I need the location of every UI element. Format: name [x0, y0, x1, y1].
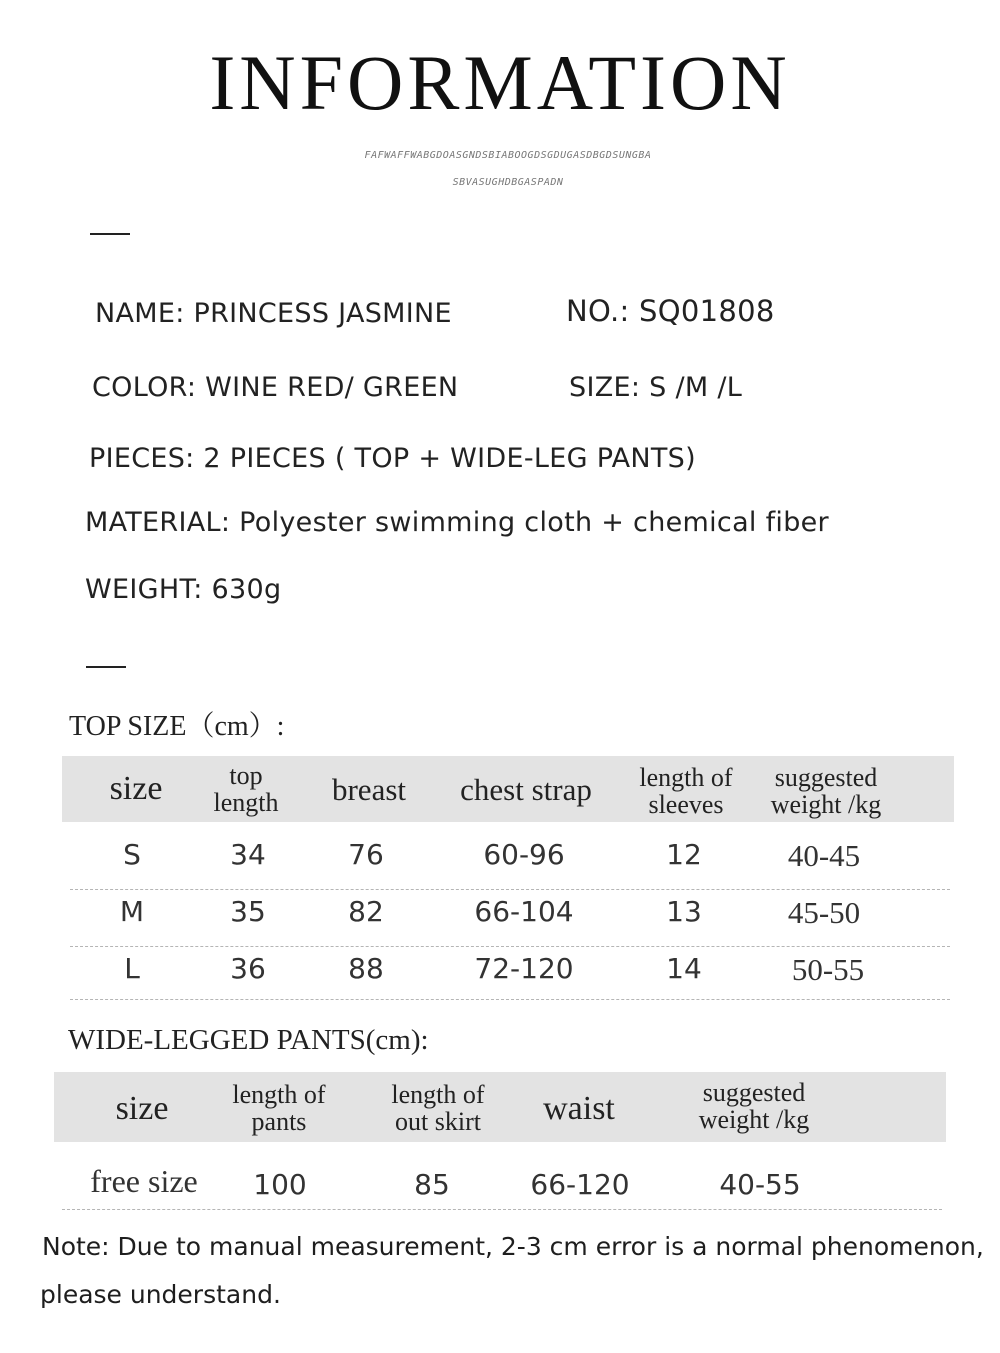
top-header-length-of-sleeves: length of sleeves	[639, 763, 733, 819]
note-line-2: please understand.	[40, 1280, 281, 1309]
product-number: NO.: SQ01808	[566, 294, 775, 328]
decorative-text-line-2: SBVASUGHDBGASPADN	[452, 177, 564, 188]
table-row	[0, 838, 1000, 888]
row-divider	[70, 889, 950, 890]
table-cell: 100	[253, 1168, 307, 1201]
table-cell: 13	[666, 895, 702, 928]
pants-header-length-of-out-skirt: length of out skirt	[391, 1080, 485, 1136]
table-cell: free size	[90, 1163, 198, 1199]
note-line-1: Note: Due to manual measurement, 2-3 cm error is a normal phenomenon,	[42, 1232, 984, 1261]
table-cell: 66-120	[530, 1168, 630, 1201]
product-material: MATERIAL: Polyester swimming cloth + chemical fiber	[85, 507, 829, 538]
table-cell: 34	[230, 838, 266, 871]
table-cell: 60-96	[483, 838, 565, 871]
product-name: NAME: PRINCESS JASMINE	[95, 298, 452, 329]
table-cell: 12	[666, 838, 702, 871]
top-table-header	[62, 756, 954, 822]
table-cell: 36	[230, 952, 266, 985]
table-cell: 88	[348, 952, 384, 985]
product-color: COLOR: WINE RED/ GREEN	[92, 372, 459, 403]
pants-header-waist: waist	[543, 1090, 615, 1127]
table-row	[0, 952, 1000, 1002]
table-cell: 40-55	[719, 1168, 801, 1201]
table-row	[0, 895, 1000, 945]
product-weight: WEIGHT: 630g	[85, 574, 282, 605]
product-pieces: PIECES: 2 PIECES ( TOP + WIDE-LEG PANTS)	[89, 443, 696, 474]
top-header-chest-strap: chest strap	[460, 772, 592, 807]
table-cell: S	[123, 838, 141, 871]
decorative-text-line-1: FAFWAFFWABGDOASGNDSBIABOOGDSGDUGASDBGDSUNGBA	[364, 150, 652, 161]
table-cell: M	[119, 895, 145, 928]
pants-header-length-of-pants: length of pants	[232, 1080, 326, 1136]
table-cell: 50-55	[791, 952, 865, 987]
product-size: SIZE: S /M /L	[569, 372, 743, 403]
table-cell: 35	[230, 895, 266, 928]
top-header-breast: breast	[331, 772, 407, 807]
page-title: INFORMATION	[209, 39, 791, 126]
top-header-suggested-weight: suggested weight /kg	[770, 763, 882, 819]
pants-table-header	[54, 1072, 946, 1142]
table-cell: 85	[414, 1168, 450, 1201]
pants-header-suggested-weight: suggested weight /kg	[698, 1078, 810, 1134]
table-cell: L	[124, 952, 140, 985]
table-cell: 40-45	[787, 838, 861, 873]
table-cell: 66-104	[474, 895, 574, 928]
table-row	[0, 1160, 1000, 1210]
top-header-size: size	[109, 770, 163, 807]
pants-size-title: WIDE-LEGGED PANTS(cm):	[68, 1024, 429, 1056]
row-divider	[62, 1209, 942, 1210]
pants-header-size: size	[115, 1090, 169, 1127]
table-cell: 76	[348, 838, 384, 871]
top-size-title: TOP SIZE（cm）:	[69, 711, 285, 742]
table-cell: 14	[666, 952, 702, 985]
divider-dash	[86, 666, 126, 668]
row-divider	[70, 946, 950, 947]
table-cell: 82	[348, 895, 384, 928]
divider-dash	[90, 233, 130, 235]
table-cell: 45-50	[787, 895, 861, 930]
row-divider	[70, 999, 950, 1000]
table-cell: 72-120	[474, 952, 574, 985]
top-header-top-length: top length	[213, 761, 279, 817]
